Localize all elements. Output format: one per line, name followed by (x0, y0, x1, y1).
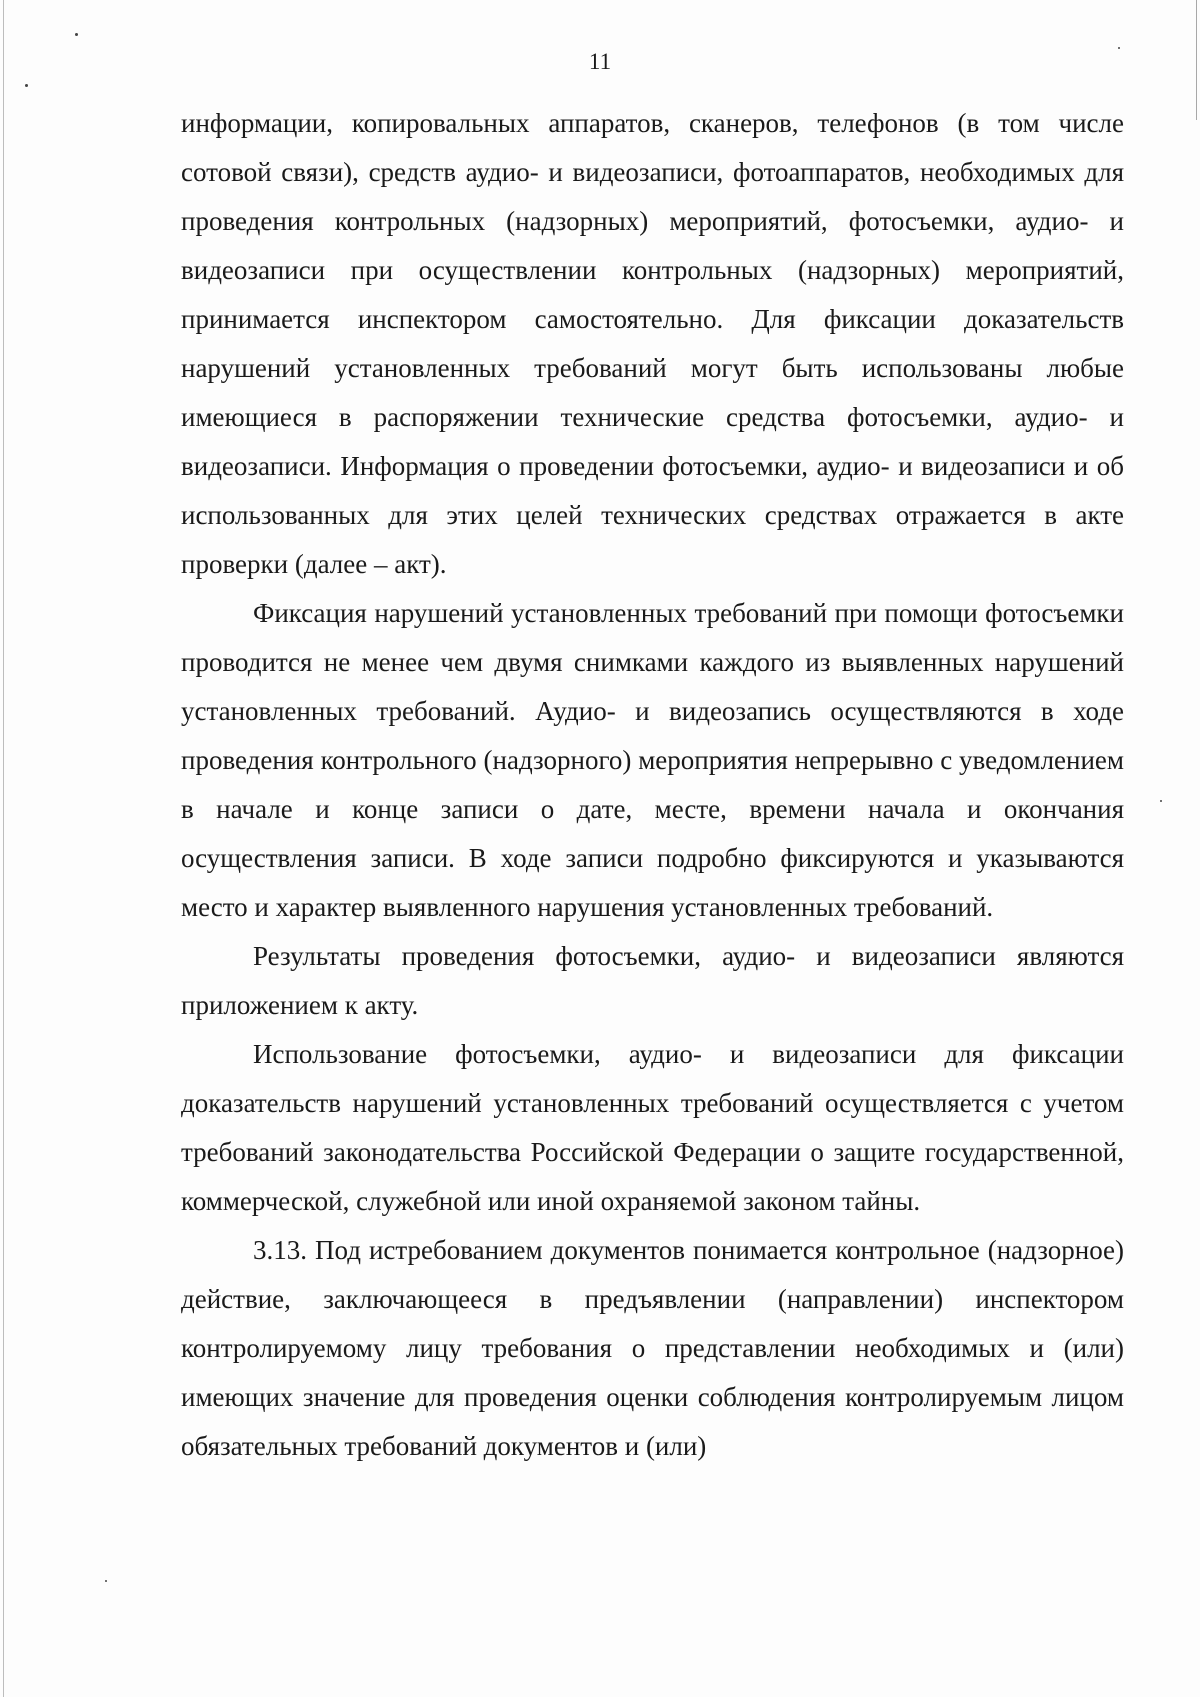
scan-speck (25, 84, 28, 87)
scan-edge-left (3, 0, 4, 1697)
scan-speck (75, 33, 78, 36)
paragraph-1: информации, копировальных аппаратов, сканеров, телефонов (в том числе сотовой связи), средств аудио- и видеозаписи, фотоаппаратов, необходимых для проведения контрольных (надзорных) мероприятий, фотосъемки, аудио- и видеозаписи при осуществлении контрольных (надзорных) мероприятий, принимается инспектором самостоятельно. Для фиксации доказательств нарушений установленных требований могут быть использованы любые имеющиеся в распоряжении технические средства фотосъемки, аудио- и видеозаписи. Информация о проведении фотосъемки, аудио- и видеозаписи и об использованных для этих целей технических средствах отражается в акте проверки (далее – акт). (181, 108, 1124, 579)
paragraph-4: Использование фотосъемки, аудио- и видеозаписи для фиксации доказательств нарушений установленных требований осуществляется с учетом требований законодательства Российской Федерации о защите государственной, коммерческой, служебной или иной охраняемой законом тайны. (181, 1039, 1124, 1216)
paragraph-3: Результаты проведения фотосъемки, аудио- и видеозаписи являются приложением к акту. (181, 941, 1124, 1020)
paragraph-5-section-3-13: 3.13. Под истребованием документов понимается контрольное (надзорное) действие, заключающееся в предъявлении (направлении) инспектором контролируемому лицу требования о представлении необходимых и (или) имеющих значение для проведения оценки соблюдения контролируемым лицом обязательных требований документов и (или) (181, 1235, 1124, 1461)
scan-speck (1160, 800, 1162, 802)
scan-speck (105, 1580, 107, 1582)
document-body (181, 99, 1124, 1471)
paragraph-2: Фиксация нарушений установленных требований при помощи фотосъемки проводится не менее чем двумя снимками каждого из выявленных нарушений установленных требований. Аудио- и видеозапись осуществляются в ходе проведения контрольного (надзорного) мероприятия непрерывно с уведомлением в начале и конце записи о дате, месте, времени начала и окончания осуществления записи. В ходе записи подробно фиксируются и указываются место и характер выявленного нарушения установленных требований. (181, 598, 1124, 922)
page-number: 11 (588, 49, 612, 74)
